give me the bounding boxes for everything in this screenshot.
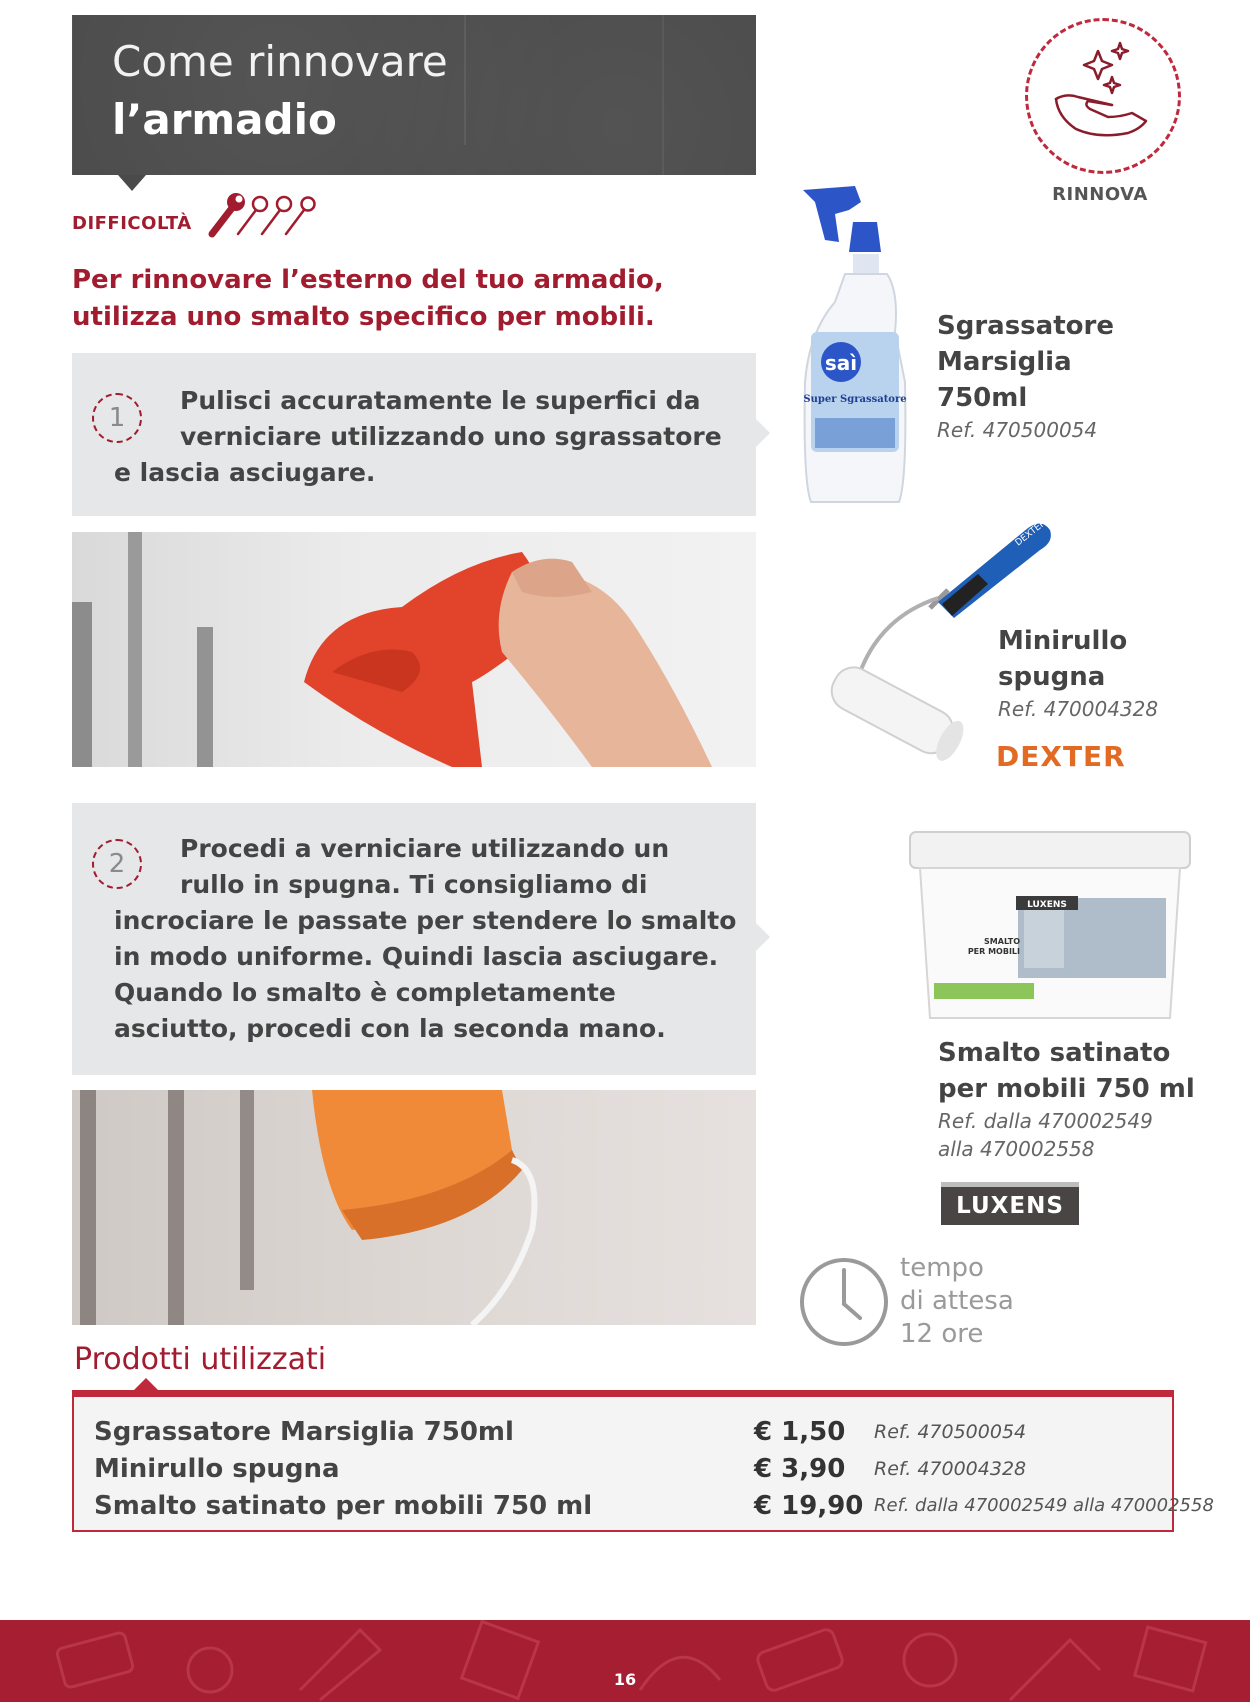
svg-text:SMALTO: SMALTO [984, 937, 1020, 946]
luxens-logo: LUXENS [941, 1182, 1079, 1225]
products-used-table [72, 1390, 1214, 1532]
dexter-logo: DEXTER [996, 740, 1126, 773]
svg-text:DEXTER: DEXTER [1013, 518, 1049, 549]
wait-time-text: tempo di attesa 12 ore [900, 1253, 1014, 1349]
product-degreaser: Sgrassatore Marsiglia 750ml Ref. 470500054 [937, 311, 1114, 442]
rinnova-badge [1025, 18, 1181, 174]
product-mini-roller: Minirullo spugna Ref. 470004328 [998, 626, 1159, 721]
product-satin-enamel: Smalto satinato per mobili 750 ml Ref. dalla 470002549 alla 470002558 [938, 1038, 1195, 1161]
wrench-difficulty-icons [206, 190, 316, 240]
step-1-text: Pulisci accuratamente le superfici da verniciare utilizzando uno sgrassatore e lascia asciugare. [114, 386, 722, 487]
intro-text: Per rinnovare l’esterno del tuo armadio, utilizza uno smalto specifico per mobili. [72, 265, 664, 332]
difficulty-label: DIFFICOLTÀ [72, 213, 192, 234]
step-2-text: Procedi a verniciare utilizzando un rullo in spugna. Ti consigliamo di incrociare le passate per stendere lo smalto in modo uniforme. Quindi lascia asciugare. Quando lo smalto è completamente asciutto, procedi con la seconda mano. [114, 834, 737, 1043]
footer-band [0, 1620, 1250, 1702]
page-number: 16 [613, 1670, 637, 1689]
wrench-icon-outline [238, 197, 315, 234]
svg-text:PER MOBILI: PER MOBILI [967, 947, 1020, 956]
step-1-number: 1 [92, 393, 142, 443]
clock-icon [798, 1256, 890, 1348]
table-row: Sgrassatore Marsiglia 750ml € 1,50 Ref. 470500054 [94, 1417, 1027, 1447]
tools-pattern [0, 1620, 1250, 1702]
step-1-box [72, 353, 756, 516]
bottle-brand: saì [824, 351, 858, 375]
table-row: Smalto satinato per mobili 750 ml € 19,90 Ref. dalla 470002549 alla 470002558 [94, 1491, 1214, 1521]
table-row: Minirullo spugna € 3,90 Ref. 470004328 [94, 1454, 1027, 1484]
sparkling-hand-icon [1028, 21, 1178, 171]
wrench-icon-filled [212, 193, 245, 234]
title-banner [72, 15, 756, 175]
page-title-line2: l’armadio [112, 95, 337, 144]
cleaning-photo [72, 532, 756, 767]
paint-tub-image [908, 828, 1192, 1023]
painting-photo [72, 1090, 756, 1325]
svg-text:LUXENS: LUXENS [1027, 900, 1067, 910]
products-used-title: Prodotti utilizzati [74, 1342, 327, 1377]
step-2-box [72, 803, 756, 1075]
page-title-line1: Come rinnovare [112, 37, 448, 86]
step-2-number: 2 [92, 839, 142, 889]
rinnova-label: RINNOVA [1052, 184, 1148, 205]
bottle-label: Super Sgrassatore [803, 394, 907, 405]
degreaser-bottle-image [795, 182, 915, 512]
